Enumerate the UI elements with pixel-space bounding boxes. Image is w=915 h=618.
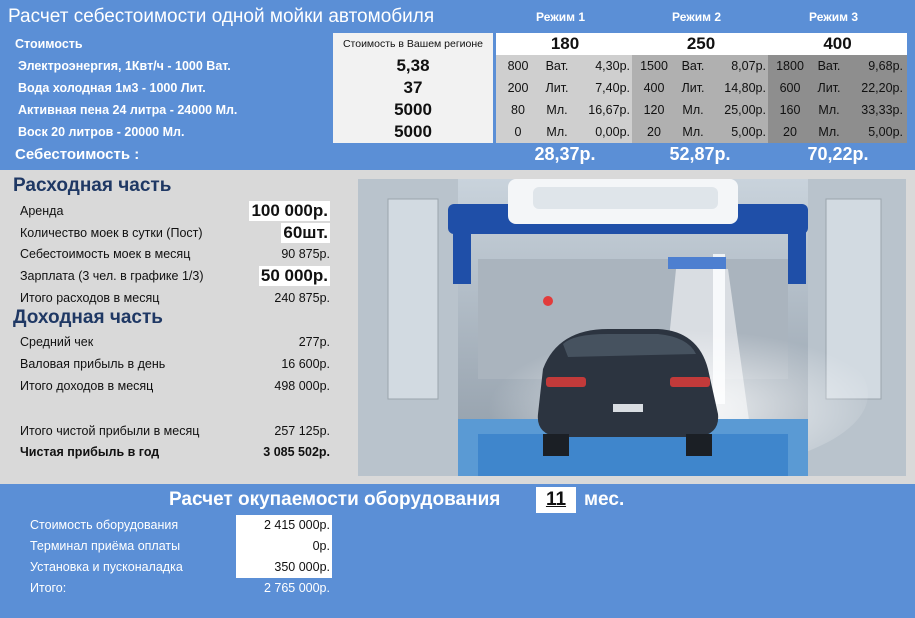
net-year-value: 3 085 502р. — [263, 445, 330, 459]
monthly-cost-value: 90 875р. — [281, 247, 330, 261]
payback-title: Расчет окупаемости оборудования — [169, 489, 501, 510]
terminal-value[interactable]: 0р. — [236, 536, 332, 557]
mode-2-electricity-row: 1500 Ват. 8,07р. — [640, 59, 766, 73]
finance-panel — [0, 170, 915, 484]
car-wash-illustration — [358, 179, 906, 476]
avg-check-row — [20, 332, 332, 352]
wax-label: Воск 20 литров - 20000 Мл. — [18, 125, 185, 139]
net-year-label: Чистая прибыль в год — [20, 445, 160, 459]
install-value[interactable]: 350 000р. — [236, 557, 332, 578]
payback-total-value: 2 765 000р. — [263, 581, 330, 595]
payback-section — [0, 484, 915, 618]
mode-3-label: Режим 3 — [809, 10, 858, 24]
avg-check-label: Средний чек — [20, 335, 94, 349]
selfcost-label: Себестоимость : — [15, 146, 140, 163]
expenses-total-label: Итого расходов в месяц — [20, 291, 160, 305]
equipment-value[interactable]: 2 415 000р. — [236, 515, 332, 536]
month-income-row — [20, 376, 332, 396]
mode-3-water-row: 600 Лит. 22,20р. — [779, 81, 903, 95]
gross-day-label: Валовая прибыль в день — [20, 357, 166, 371]
mode-3-electricity-row: 1800 Ват. 9,68р. — [776, 59, 903, 73]
monthly-cost-label: Себестоимость моек в месяц — [20, 247, 191, 261]
mode-2-label: Режим 2 — [672, 10, 721, 24]
mode-2-wax-row: 20 Мл. 5,00р. — [647, 125, 766, 139]
mode-1-wax-row: 0 Мл. 0,00р. — [514, 125, 630, 139]
salary-label: Зарплата (3 чел. в графике 1/3) — [20, 269, 204, 283]
mode-1-column — [496, 33, 634, 143]
net-year-row — [20, 442, 332, 462]
foam-label: Активная пена 24 литра - 24000 Мл. — [18, 103, 238, 117]
mode-2-water-row: 400 Лит. 14,80р. — [643, 81, 766, 95]
expenses-heading: Расходная часть — [13, 175, 172, 196]
mode-3-total: 70,22р. — [807, 144, 869, 164]
mode-1-label: Режим 1 — [536, 10, 585, 24]
page-title: Расчет себестоимости одной мойки автомобиля — [8, 6, 435, 27]
equipment-row — [30, 515, 332, 536]
net-month-value: 257 125р. — [274, 424, 330, 438]
monthly-cost-row — [20, 244, 332, 264]
mode-3-price[interactable]: 400 — [768, 33, 907, 55]
mode-1-foam-row: 80 Мл. 16,67р. — [511, 103, 630, 117]
mode-3-wax-row: 20 Мл. 5,00р. — [783, 125, 903, 139]
salary-value[interactable]: 50 000р. — [260, 266, 328, 285]
cost-label: Стоимость — [15, 37, 83, 51]
gross-day-row — [20, 354, 332, 374]
mode-1-electricity-row: 800 Ват. 4,30р. — [507, 59, 630, 73]
rent-value[interactable]: 100 000р. — [251, 201, 328, 220]
mode-1-price[interactable]: 180 — [496, 33, 634, 55]
expenses-total-row — [20, 288, 332, 308]
mode-2-foam-row: 120 Мл. 25,00р. — [643, 103, 766, 117]
month-income-value: 498 000р. — [274, 379, 330, 393]
mode-2-total: 52,87р. — [669, 144, 731, 164]
payback-months-value[interactable]: 11 — [536, 487, 576, 513]
payback-total-label: Итого: — [30, 581, 67, 595]
avg-check-value: 277р. — [298, 335, 330, 349]
washes-label: Количество моек в сутки (Пост) — [20, 226, 203, 240]
region-cost-header: Стоимость в Вашем регионе — [333, 33, 493, 55]
terminal-row — [30, 536, 332, 557]
month-income-label: Итого доходов в месяц — [20, 379, 154, 393]
terminal-label: Терминал приёма оплаты — [30, 539, 181, 553]
equipment-label: Стоимость оборудования — [30, 518, 179, 532]
cost-calculation-header — [0, 0, 915, 170]
net-month-row — [20, 421, 332, 441]
payback-months-unit: мес. — [584, 489, 625, 510]
electricity-region-price[interactable]: 5,38 — [333, 55, 493, 77]
mode-1-total: 28,37р. — [534, 144, 596, 164]
install-label: Установка и пусконаладка — [30, 560, 183, 574]
water-region-price[interactable]: 37 — [333, 77, 493, 99]
mode-3-column — [768, 33, 907, 143]
water-label: Вода холодная 1м3 - 1000 Лит. — [18, 81, 206, 95]
income-heading: Доходная часть — [13, 307, 163, 328]
payback-total-row — [30, 578, 332, 599]
wax-region-price[interactable]: 5000 — [333, 121, 493, 143]
mode-3-foam-row: 160 Мл. 33,33р. — [779, 103, 903, 117]
salary-row — [20, 266, 332, 286]
gross-day-value: 16 600р. — [281, 357, 330, 371]
install-row — [30, 557, 332, 578]
mode-1-water-row: 200 Лит. 7,40р. — [507, 81, 630, 95]
mode-2-column — [632, 33, 770, 143]
foam-region-price[interactable]: 5000 — [333, 99, 493, 121]
rent-label: Аренда — [20, 204, 64, 218]
net-month-label: Итого чистой прибыли в месяц — [20, 424, 200, 438]
washes-value[interactable]: 60шт. — [283, 223, 328, 242]
expenses-total-value: 240 875р. — [274, 291, 330, 305]
mode-2-price[interactable]: 250 — [632, 33, 770, 55]
electricity-label: Электроэнергия, 1Квт/ч - 1000 Ват. — [18, 59, 231, 73]
car-wash-photo — [358, 179, 906, 476]
washes-row — [20, 223, 332, 243]
rent-row — [20, 201, 332, 221]
